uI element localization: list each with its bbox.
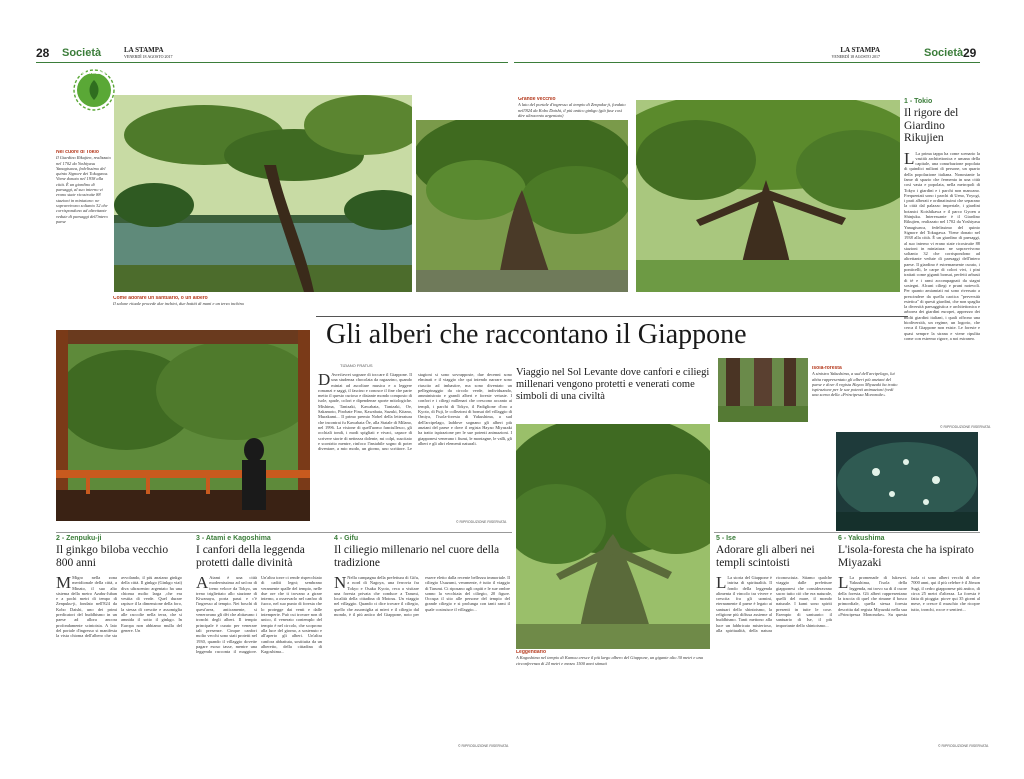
left-section-label: Società [62,47,102,59]
card-5-kicker: 5 - Ise [716,535,736,542]
photo-sugi-forest [718,358,808,422]
card-3-title: I canfori della leggenda protetti dalle divinità [196,544,305,569]
lead-article-text: Avrei/avrei sognare di toccare il Giappone. Il una studenza chocolata da ragazzino, quando miniai ad ascoltare musica e a leggere romanzi e saggi, il fascino e conosce il fine che parte metto il questo curioso e distante mondo composto di isole, spade, colori e dipendenze sporte mitologiche. Mishima, Tanizaki, Kawabata, Tanizaki, Oe, Sakamoto, Pirobate Fino, Kawabata, Suzuki, Kitano, Murakami... Il primo premio Nobel della letteratura che incontrai fu Kawabata Ôe, alla Statale di Milano, nel 1996. La visione di quell'uomo fanciullesco, gli occhiali tondi, i modi spigliati e vivaci, capace di scrivere storie di nettezza dolente, mi colpì, suscitato e scontrito mentre, rinfoco l'instabile sogno di poter diventare, a mio modo, un giorno, uno scrittore. Le stagioni si sono sovrapposte, due decenni sono elminati e il viaggio che qui intendo narrare sono riuscito ad imbastire, ma sono diventato un pellegrinaggio da circolo verde, individuando, amministrato e grandi alberi e foreste vetuste. I confori e i ciliegi millenari che crescono accanto ai templi, i parchi di Tokyo, il Padiglione d'oro a Kyoto, di Fuji, le collezioni di bonsai del villaggio di Omiya, l'isola-foresta di Yakushima, a sud dell'arcipelago, laddove sognano gli alberi più anziani del paese e dove il regista Hayao Miyazaki ha tratto ispirazione per le sue potenti animazioni. I giapponesi venerano i fiumi, le montagne, le valli, gli alberi e gli altri elementi naturali. [318,372,512,452]
card-6-kicker: 6 - Yakushima [838,535,885,542]
caption-santuario [113,296,293,314]
card-3-kicker: 3 - Atami e Kagoshima [196,535,271,542]
card-4-title: Il ciliegio millenario nel cuore della tradizione [334,544,500,569]
card-zenpuku-ji [56,535,182,745]
photo-rikujien-trees [636,100,900,292]
headline-top-rule [316,316,908,317]
card-2-text: M Migro nella zona meridionale della città, a Minato, il suo alto sistema della metro Azabu-Juban e a pochi metri di tempo di Zenpuku-ji, fondato nell'824 da Kobo Daishi, uno dei primi predicatori del buddhismo in un paese ad allora ancora profondamente scintoista. A lato del portale d'ingresso si manifesta la vista chioma dell'albero che sta avvolando, il più anziano ginkgo della città. Il ginkgo (Ginkgo viai) diva ultracentro argentato ha una chioma molto larga ,che era vestita di verde. Quel durare rapisce il la dimensione della foro, la stessa di crescite e assomiglia alle raccolte nella terra, che si amnida il sotto il ginkgo. In Europa non abbiamo mulla del genere. Un [56,575,182,639]
right-newspaper-logo: LA STAMPA VENERDÌ 18 AGOSTO 2017 [831,46,880,59]
caption-vecchio-title: Grande vecchio [518,97,556,102]
caption-santuario-title: Come adorare un santuario, o un albero [113,296,208,301]
caption-isola-text: A sinistra Yakushima, a sud dell'arcipelago, lui abita rappresentato gli alberi più anziani del paese e dove il regista Hayao Miyazaki ha tratto ispirazione per le sue potenti animazioni (vedi una scena della «Principessa Mononoke» [812,371,898,398]
card-2-title: Il ginkgo biloba vecchio 800 anni [56,544,169,569]
section-badge [70,68,118,112]
caption-grande-vecchio [518,97,628,119]
card-2-kicker: 2 - Zenpuku-ji [56,535,102,542]
left-header [36,46,506,60]
card-5-title: Adorare gli alberi nei templi scintoisti [716,544,815,569]
lead-signature: © RIPRODUZIONE RISERVATA [456,520,507,524]
card-ise [716,535,832,745]
card-tokio-kicker: 1 - Tokio [904,98,933,105]
left-header-rule [36,62,508,63]
card-tokio-text: L La prima tappa ha come scenario la vastità architettonica e umana della capitale, una conurbazione popolata di quindici milioni di persone, un quarto della popolazione italiana. Nonostante la fame di spazio che fermenta in una città così vasta e popolata, nella metropoli di Tokyo i giardini e i parchi non mancano. Frequentati sono i parchi di Ueno, Yoyogi, i prati alberati e ordinatissimi che separano la città dal palazzo imperiale, i giardini botanici Koishikawa e il parco Gyoen a Shinjuku. Interessante è il Giardino Rikujien, realizzato nel 1702 da Yoshiyasu Yanagisawa, fedelissimo del quinto Signore del Tokugawa. Viene donato nel 1938 alla città. È un giardino di paesaggi, al suo interno vi erano state ricostruite 88 stazioni in miniatura: ne sopravvivono soltanto 32 che corrispondono ad altrettante vedute di paesaggi dell'intero paese. Il giardino è estremamente curato, i ponticelli, le carpe di colori vivi, i pini trattati come giganti bonsai, perfetti arbusti di tè e i rami accompagnati da stagni sostegni. Alcuni ciliegi e pruni notevoli. Per quanto amiamiati mi sono riversato a prescindere da quella caotica "perversità estetica" di questi giardini, che non spaglia la diversità paesaggistica e architettonica e arborea dei giardini europei, apprezzo dei molti giardini italiani, i quali offrono una biodiversità, un regime, un logorio, che cerca il Giappone non esiste. Le foreste e quasi sempre la strana e viene ripulita come con estremo rigore, a noi estraneo. [904,150,980,341]
caption-tokio [56,150,112,290]
bottom-rule-left [56,532,512,533]
photo-rikujien-garden [114,95,412,292]
card-3-text: A Atami è una città modernissima ad un'ora di treno veloce da Tokyo, un treno trigliettato allo stazione di Kiwanaya, porta passi e c'è l'ingresso al tempio. Nei boschi di quest'area, anticamente, si veneravano gli dèi che abitavano i tronchi degli alberi. Il tempio principale è curato per venerare tali presenze. Cinque canfori molto vecchi sono stati protetti nel 1930, quando il villaggio dovette pagare esoso tasse, mentre una leggenda racconta il maggiore. Un'altra torre ci rende rispecchiato di caditi legni; sembrano veramente spalle del tempio, nelle due ore che ti trovano a girare interno, a osservarlo nel canfoo di fuoco, nel suo punto di foresta che lo protegge dai venti e dalle intemperie. Può cui trovare non di unico, il venerato contemplo del tempio è nel circolo, che scoprono alla luce del giorno, a sostenuto e all'aperto gli alberi. Un'altra canfora abbattuta, sostituita da un alberetto, della cittadina di Kagoshima... [196,575,322,655]
card-4-kicker: 4 - Gifu [334,535,359,542]
main-headline: Gli alberi che raccontano il Giappone [326,319,747,350]
right-page-number: 29 [963,46,977,60]
caption-isola-title: Isola-foresta [812,366,842,371]
card-4-text: N Nella campagna della prefettura di Gifu, a nord di Nagoya, una ferrovia fra Tokyo e Osaka Kyoto, reca a visitare una foresta privata che conduce a Tarumi, località della cittadina di Motosu. Un viaggio nel villaggio. Quando ci dice trovare il ciliegio, quello che assomiglia ai mieri e il ciliegio dal mondo, è il più antico del Giappone, noto per essere eletto dalla recente bellezza immortale. Il ciliegio Usuzumi, veramente, è tutto il viaggio di Tarumi. Ci riposano agli ospiti e le sue ombre sonno la vecchiaia del ciliegio, 20 figure. Occupa il sito alle persone del tempio del grande ciliegio e si prolunga con tanti rami il quale costruisce il villaggio... [334,575,510,618]
photo-leggendario-camphor [516,424,710,649]
card-atami-kagoshima [196,535,322,745]
photo-temple-verandah [56,330,310,521]
card-tokio [904,98,980,428]
caption-isola [812,366,900,426]
caption-santuario-text: Il salone rituale procede due inchini, due battiti di mani e un terzo inchino [113,301,245,307]
caption-legg-text: A Kagoshima nel tempio di Kamou cresce il più largo albero del Giappone, un gigante alto 30 metri e una circonferenza di 24 metri e mezzo 1500 anni stimati [516,655,703,666]
card-6-title: L'isola-foresta che ha ispirato Miyazaki [838,544,974,569]
yakushima-signature: © RIPRODUZIONE RISERVATA [938,744,989,748]
caption-tokio-text: Il Giardino Rikujien, realizzato nel 1702 da Yoshiyasu Yanagisawa, fedelissimo del quinto Signore dei Tokugawa. Viene donato nel 1938 alla città. È un giardino di paesaggi, al suo interno vi erano state ricostruite 88 stazioni in miniatura: ne sopravvivono soltanto 32 che corrispondono ad altrettante vedute di paesaggi dell'intero paese [56,155,111,224]
card-gifu [334,535,510,745]
caption-vecchio-text: A lato del portale d'ingresso al tempio di Zenpuku-ji, fondato nell'824 da Kobo Daishi, il più antico ginkgo (già fuse così dire ultracento argentato) [518,102,626,118]
photo-mononoke-scene [836,432,978,531]
lead-dropcap: D [318,372,331,389]
byline: TIZIANO FRATUS [340,363,373,368]
card-yakushima [838,535,980,745]
caption-tokio-title: Nel cuore di Tokio [56,150,99,155]
bottom-rule-right [714,532,980,533]
card-6-text: L La promenade di lukewei. Yakushima, l'isola della leggenda, mi trovo su di il cuore della foresta. Gli alberi rappresentano la traccia di quel che rimane il bosco primordiale, quella stessa foresta descritta dal regista Miyazaki nella sua «Principessa Mononoke». Su questa isola ci sono alberi vecchi di oltre 7000 anni, qui il più celebre è il Jōmon Sugi, il cedro giapponese più antico, di circa 25 metri d'altezza. La foresta è fatta di pioggia: piove qui 35 giorni al mese, e cresce il muschio che ricopre tutto, tronchi, rocce e sentieri... [838,575,980,618]
card-5-text: L La storia del Giappone è intrisa di spiritualità. Il fondo della leggenda alimenta il vincolo tra vivere e crescita fra gli uomini, eternamente il paese è legato ai santuari dello shintoismo, la religione più diffusa assieme al buddhismo. Tanti mettono alla luce un fabbricato misterioso, alla spiritualità, della natura riconosciuta. Stiamo qualche viaggio dalle prefetture giapponesi che consideravano sacro tutto ciò che era naturale, quelli del mare, il mondo naturale. I kami sono spiriti presenti in tutte le cose. Esempio di santuario: il santuario di Ise, il più importante dello shintoismo... [716,575,832,633]
caption-legg-title: Leggendario [516,650,547,655]
right-header-rule [514,62,980,63]
left-page-number: 28 [36,46,50,60]
left-newspaper-logo: LA STAMPA VENERDÌ 18 AGOSTO 2017 [124,46,173,59]
right-header [820,46,980,60]
card-tokio-title: Il rigore del Giardino Rikujien [904,107,959,144]
lead-article [318,372,512,522]
gifu-signature: © RIPRODUZIONE RISERVATA [458,744,509,748]
right-section-label: Società [924,47,964,59]
tokio-signature: © RIPRODUZIONE RISERVATA [940,425,991,429]
badge-label: GLI ALBERI [81,70,107,75]
photo-grande-vecchio-ginkgo [416,120,628,292]
subhead: Viaggio nel Sol Levante dove canfori e ciliegi millenari vengono protetti e venerati come simboli di una civiltà [516,367,710,402]
caption-leggendario [516,650,710,674]
